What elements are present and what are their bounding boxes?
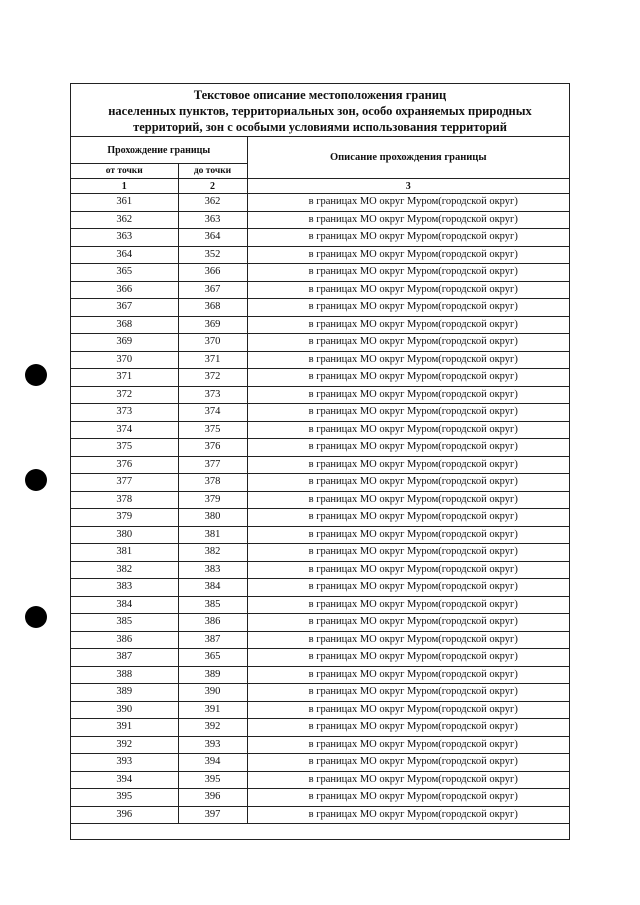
cell-description: в границах МО округ Муром(городской округ) — [247, 579, 569, 597]
table-row — [71, 316, 569, 334]
table-row — [71, 544, 569, 562]
cell-description: в границах МО округ Муром(городской округ) — [247, 736, 569, 754]
cell-from-point: 362 — [71, 211, 178, 229]
cell-from-point: 390 — [71, 701, 178, 719]
column-number-3: 3 — [247, 179, 569, 194]
cell-from-point: 377 — [71, 474, 178, 492]
table-row — [71, 474, 569, 492]
cell-to-point: 387 — [178, 631, 247, 649]
header-to-point: до точки — [178, 164, 247, 179]
table-row — [71, 684, 569, 702]
cell-to-point: 392 — [178, 719, 247, 737]
title-line-2: населенных пунктов, территориальных зон, особо охраняемых природных — [108, 104, 532, 118]
cell-to-point: 393 — [178, 736, 247, 754]
table-row — [71, 211, 569, 229]
table-row — [71, 491, 569, 509]
table-row — [71, 351, 569, 369]
cell-to-point: 363 — [178, 211, 247, 229]
cell-from-point: 387 — [71, 649, 178, 667]
cell-from-point: 389 — [71, 684, 178, 702]
cell-to-point: 366 — [178, 264, 247, 282]
title-line-3: территорий, зон с особыми условиями использования территорий — [133, 120, 507, 134]
document-frame — [70, 83, 570, 840]
table-row — [71, 806, 569, 824]
cell-description: в границах МО округ Муром(городской округ) — [247, 334, 569, 352]
cell-description: в границах МО округ Муром(городской округ) — [247, 544, 569, 562]
cell-to-point: 376 — [178, 439, 247, 457]
cell-description: в границах МО округ Муром(городской округ) — [247, 754, 569, 772]
cell-to-point: 377 — [178, 456, 247, 474]
binder-hole-top — [25, 364, 47, 386]
cell-description: в границах МО округ Муром(городской округ) — [247, 719, 569, 737]
cell-from-point: 373 — [71, 404, 178, 422]
cell-description: в границах МО округ Муром(городской округ) — [247, 649, 569, 667]
table-row — [71, 614, 569, 632]
cell-to-point: 368 — [178, 299, 247, 317]
cell-from-point: 364 — [71, 246, 178, 264]
table-row — [71, 299, 569, 317]
cell-description: в границах МО округ Муром(городской округ) — [247, 806, 569, 824]
cell-description: в границах МО округ Муром(городской округ) — [247, 666, 569, 684]
table-row — [71, 561, 569, 579]
cell-from-point: 391 — [71, 719, 178, 737]
title-line-1: Текстовое описание местоположения границ — [193, 88, 447, 102]
cell-from-point: 369 — [71, 334, 178, 352]
cell-to-point: 369 — [178, 316, 247, 334]
cell-to-point: 394 — [178, 754, 247, 772]
cell-from-point: 376 — [71, 456, 178, 474]
cell-from-point: 370 — [71, 351, 178, 369]
binder-hole-bottom — [25, 606, 47, 628]
cell-from-point: 361 — [71, 194, 178, 212]
cell-from-point: 367 — [71, 299, 178, 317]
cell-description: в границах МО округ Муром(городской округ) — [247, 281, 569, 299]
cell-from-point: 386 — [71, 631, 178, 649]
cell-to-point: 390 — [178, 684, 247, 702]
cell-to-point: 364 — [178, 229, 247, 247]
cell-description: в границах МО округ Муром(городской округ) — [247, 246, 569, 264]
cell-to-point: 382 — [178, 544, 247, 562]
cell-to-point: 372 — [178, 369, 247, 387]
table-row — [71, 264, 569, 282]
table-row — [71, 789, 569, 807]
cell-from-point: 375 — [71, 439, 178, 457]
boundary-table — [71, 137, 569, 824]
cell-to-point: 374 — [178, 404, 247, 422]
table-row — [71, 649, 569, 667]
cell-to-point: 365 — [178, 649, 247, 667]
cell-from-point: 365 — [71, 264, 178, 282]
table-row — [71, 456, 569, 474]
cell-description: в границах МО округ Муром(городской округ) — [247, 351, 569, 369]
cell-description: в границах МО округ Муром(городской округ) — [247, 509, 569, 527]
cell-description: в границах МО округ Муром(городской округ) — [247, 264, 569, 282]
cell-from-point: 380 — [71, 526, 178, 544]
cell-description: в границах МО округ Муром(городской округ) — [247, 299, 569, 317]
cell-description: в границах МО округ Муром(городской округ) — [247, 684, 569, 702]
cell-to-point: 383 — [178, 561, 247, 579]
cell-from-point: 371 — [71, 369, 178, 387]
column-number-2: 2 — [178, 179, 247, 194]
cell-description: в границах МО округ Муром(городской округ) — [247, 701, 569, 719]
binder-hole-middle — [25, 469, 47, 491]
cell-to-point: 373 — [178, 386, 247, 404]
cell-description: в границах МО округ Муром(городской округ) — [247, 596, 569, 614]
cell-description: в границах МО округ Муром(городской округ) — [247, 491, 569, 509]
cell-from-point: 383 — [71, 579, 178, 597]
table-row — [71, 421, 569, 439]
cell-from-point: 388 — [71, 666, 178, 684]
cell-description: в границах МО округ Муром(городской округ) — [247, 194, 569, 212]
table-row — [71, 404, 569, 422]
cell-description: в границах МО округ Муром(городской округ) — [247, 456, 569, 474]
cell-description: в границах МО округ Муром(городской округ) — [247, 526, 569, 544]
table-row — [71, 439, 569, 457]
table-row — [71, 526, 569, 544]
cell-to-point: 380 — [178, 509, 247, 527]
table-row — [71, 281, 569, 299]
cell-description: в границах МО округ Муром(городской округ) — [247, 316, 569, 334]
table-row — [71, 369, 569, 387]
cell-to-point: 352 — [178, 246, 247, 264]
table-row — [71, 754, 569, 772]
cell-description: в границах МО округ Муром(городской округ) — [247, 421, 569, 439]
table-row — [71, 701, 569, 719]
cell-from-point: 366 — [71, 281, 178, 299]
table-row — [71, 579, 569, 597]
cell-to-point: 375 — [178, 421, 247, 439]
cell-to-point: 371 — [178, 351, 247, 369]
cell-from-point: 378 — [71, 491, 178, 509]
table-row — [71, 246, 569, 264]
cell-to-point: 389 — [178, 666, 247, 684]
cell-description: в границах МО округ Муром(городской округ) — [247, 211, 569, 229]
cell-from-point: 363 — [71, 229, 178, 247]
cell-description: в границах МО округ Муром(городской округ) — [247, 789, 569, 807]
table-row — [71, 596, 569, 614]
cell-from-point: 392 — [71, 736, 178, 754]
table-row — [71, 719, 569, 737]
document-title — [71, 84, 569, 137]
table-row — [71, 771, 569, 789]
cell-to-point: 395 — [178, 771, 247, 789]
cell-description: в границах МО округ Муром(городской округ) — [247, 614, 569, 632]
cell-from-point: 368 — [71, 316, 178, 334]
table-row — [71, 666, 569, 684]
cell-to-point: 362 — [178, 194, 247, 212]
cell-to-point: 391 — [178, 701, 247, 719]
cell-from-point: 382 — [71, 561, 178, 579]
cell-description: в границах МО округ Муром(городской округ) — [247, 439, 569, 457]
cell-description: в границах МО округ Муром(городской округ) — [247, 404, 569, 422]
cell-to-point: 384 — [178, 579, 247, 597]
table-body — [71, 194, 569, 824]
cell-to-point: 370 — [178, 334, 247, 352]
cell-from-point: 393 — [71, 754, 178, 772]
cell-description: в границах МО округ Муром(городской округ) — [247, 369, 569, 387]
table-row — [71, 631, 569, 649]
cell-from-point: 396 — [71, 806, 178, 824]
cell-from-point: 385 — [71, 614, 178, 632]
table-row — [71, 736, 569, 754]
cell-from-point: 379 — [71, 509, 178, 527]
cell-to-point: 379 — [178, 491, 247, 509]
cell-to-point: 381 — [178, 526, 247, 544]
cell-from-point: 384 — [71, 596, 178, 614]
cell-description: в границах МО округ Муром(городской округ) — [247, 474, 569, 492]
header-description: Описание прохождения границы — [247, 137, 569, 179]
table-row — [71, 229, 569, 247]
table-row — [71, 509, 569, 527]
cell-from-point: 381 — [71, 544, 178, 562]
table-row — [71, 194, 569, 212]
column-number-1: 1 — [71, 179, 178, 194]
cell-to-point: 397 — [178, 806, 247, 824]
header-boundary-passage: Прохождение границы — [71, 137, 247, 164]
table-row — [71, 334, 569, 352]
cell-from-point: 374 — [71, 421, 178, 439]
cell-description: в границах МО округ Муром(городской округ) — [247, 386, 569, 404]
cell-description: в границах МО округ Муром(городской округ) — [247, 771, 569, 789]
cell-to-point: 396 — [178, 789, 247, 807]
cell-from-point: 394 — [71, 771, 178, 789]
cell-description: в границах МО округ Муром(городской округ) — [247, 561, 569, 579]
cell-description: в границах МО округ Муром(городской округ) — [247, 229, 569, 247]
cell-to-point: 385 — [178, 596, 247, 614]
cell-to-point: 386 — [178, 614, 247, 632]
cell-from-point: 372 — [71, 386, 178, 404]
table-row — [71, 386, 569, 404]
cell-to-point: 378 — [178, 474, 247, 492]
cell-description: в границах МО округ Муром(городской округ) — [247, 631, 569, 649]
cell-from-point: 395 — [71, 789, 178, 807]
cell-to-point: 367 — [178, 281, 247, 299]
header-from-point: от точки — [71, 164, 178, 179]
